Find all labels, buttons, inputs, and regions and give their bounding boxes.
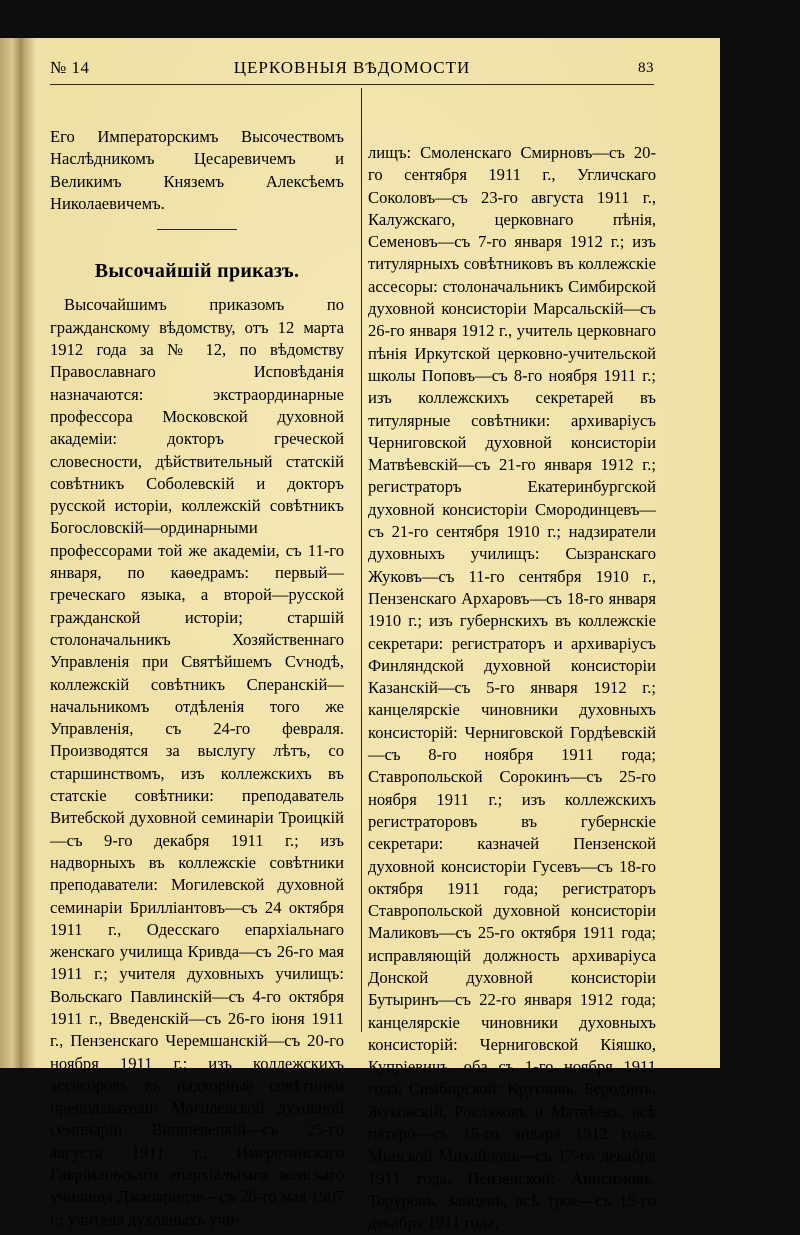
spine-shadow — [22, 38, 36, 1068]
order-continuation-text: лищъ: Смоленскаго Смирновъ—съ 20-го сентября 1911 г., Угличскаго Соколовъ—съ 23-го августа 1911 г., Калужскаго, церковнаго пѣнія, Семеновъ—съ 7-го января 1912 г.; изъ титулярныхъ совѣтниковъ въ коллежскіе ассесоры: столоначальникъ Симбирской духовной консисторіи Марсальскій—съ 26-го января 1912 г., учитель церковнаго пѣнія Иркутской церковно-учительской школы Поповъ—съ 8-го ноября 1911 г.; изъ коллежскихъ секретарей въ титулярные совѣтники: архиваріусъ Черниговской духовной консисторіи Матвѣевскій—съ 21-го января 1912 г.; регистраторъ Екатеринбургской духовной консисторіи Смородинцевъ—съ 21-го сентября 1910 г.; надзиратели духовныхъ училищъ: Сызранскаго Жуковъ—съ 11-го сентября 1910 г., Пензенскаго Архаровъ—съ 18-го января 1910 г.; изъ губернскихъ въ коллежскіе секретари: регистраторъ и архиваріусъ Финляндской духовной консисторіи Казанскій—съ 5-го января 1912 г.; канцелярскіе чиновники духовныхъ консисторій: Черниговской Гордѣевскій—съ 8-го ноября 1911 года; Ставропольской Сорокинъ—съ 25-го ноября 1911 г.; изъ коллежскихъ регистраторовъ въ губернскіе секретари: казначей Пензенской духовной консисторіи Гусевъ—съ 18-го октября 1911 года; регистраторъ Ставропольской духовной консисторіи Маликовъ—съ 25-го октября 1911 года; исправляющій должность архиваріуса Донской духовной консисторіи Бутыринъ—съ 22-го января 1912 года; канцелярскіе чиновники духовныхъ консисторій: Черниговской Кіяшко, Купріевичъ, оба съ 1-го ноября 1911 года, Симбирской: Кругловъ, Беродинъ, Жуковскій, Росляковъ и Матвѣевъ, всѣ пятеро—съ 15-го января 1912 года, Минской Михайловъ—съ 17-го декабря 1911 года, Пензенской: Анисимовъ, Торуровъ, Зайцевъ, всѣ трое—съ 15-го декабря 1911 года; — [368, 143, 656, 1233]
page-header — [50, 58, 654, 82]
header-rule — [50, 84, 654, 85]
right-column — [368, 142, 656, 1235]
order-body-text: Высочайшимъ приказомъ по гражданскому вѣдомству, отъ 12 марта 1912 года за № 12, по вѣдомству Православнаго Исповѣданія назначаются: экстраординарные профессора Московской духовной академіи: докторъ греческой словесности, дѣйствительный статскій совѣтникъ Соболевскій и докторъ русской исторіи, коллежскій совѣтникъ Богословскій—ординарными профессорами той же академіи, съ 11-го января, по каѳедрамъ: первый—греческаго языка, а второй—русской гражданской исторіи; старшій столоначальникъ Хозяйственнаго Управленія при Святѣйшемъ Сѵнодѣ, коллежскій совѣтникъ Сперанскій—начальникомъ отдѣленія того же Управленія, съ 24-го февраля. Производятся за выслугу лѣтъ, со старшинствомъ, изъ коллежскихъ въ статскіе совѣтники: преподаватель Витебской духовной семинаріи Троицкій—съ 9-го декабря 1911 г.; изъ надворныхъ въ коллежскіе совѣтники преподаватели: Могилевской духовной семинаріи Бриллiантовъ—съ 24 октября 1911 г., Одесскаго епархіальнаго женскаго училища Кривда—съ 26-го мая 1911 г.; учителя духовныхъ училищъ: Вольскаго Павлинскій—съ 4-го октября 1911 г., Введенскій—съ 26-го іюня 1911 г., Пензенскаго Черемшанскій—съ 20-го ноября 1911 г.; изъ коллежскихъ ассесоровъ въ надворные совѣтники преподаватели: Могилевской духовной семинаріи Вишневецкій—съ 25-го августа 1911 г., Имеретинскаго Гавріиловскаго епархіальнаго женскаго училища Джапаридзе—съ 26-го мая 1907 г.; учителя духовныхъ учи- — [50, 295, 344, 1229]
journal-title: ЦЕРКОВНЫЯ ВѢДОМОСТИ — [233, 58, 471, 77]
left-column — [50, 126, 344, 1231]
dedication-text: Его Императорскимъ Высочествомъ Наслѣдникомъ Цесаревичемъ и Великимъ Княземъ Алексѣемъ Николаевичемъ. — [50, 127, 344, 213]
column-divider — [361, 88, 362, 1032]
issue-number: № 14 — [50, 58, 90, 77]
section-divider — [157, 229, 237, 230]
left-page-edge — [0, 38, 22, 1068]
order-heading: Высочайшій приказъ. — [94, 260, 300, 283]
page-number: 83 — [638, 60, 654, 76]
